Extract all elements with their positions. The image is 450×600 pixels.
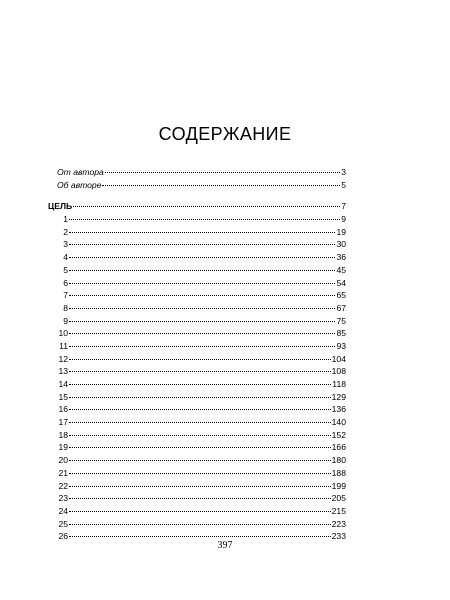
toc-entry-chapter[interactable] — [48, 238, 346, 251]
dot-leader — [69, 524, 331, 525]
dot-leader — [69, 409, 331, 410]
toc-entry-label: ЦЕЛЬ — [48, 201, 73, 212]
toc-page-number: 223 — [331, 518, 346, 529]
dot-leader — [69, 244, 335, 245]
toc-page-number: 180 — [331, 455, 346, 466]
toc-entry-chapter[interactable] — [48, 403, 346, 416]
toc-entry-label: 5 — [63, 264, 68, 275]
toc-entry-chapter[interactable] — [48, 315, 346, 328]
toc-entry-chapter[interactable] — [48, 251, 346, 264]
toc-entry-label: 9 — [63, 315, 68, 326]
toc-page-number: 45 — [336, 264, 346, 275]
toc-entry-from-author[interactable] — [48, 166, 346, 179]
toc-page-number: 9 — [341, 214, 346, 225]
toc-page-number: 54 — [336, 277, 346, 288]
dot-leader — [69, 270, 335, 271]
toc-entry-chapter[interactable] — [48, 213, 346, 226]
toc-page-number: 3 — [341, 167, 346, 177]
toc-entry-chapter[interactable] — [48, 353, 346, 366]
toc-entry-chapter[interactable] — [48, 505, 346, 518]
dot-leader — [69, 447, 331, 448]
toc-entry-label: 1 — [63, 214, 68, 225]
dot-leader — [69, 511, 331, 512]
toc-page-number: 188 — [331, 467, 346, 478]
toc-entry-chapter[interactable] — [48, 480, 346, 493]
dot-leader — [69, 308, 335, 309]
toc-entry-label: 18 — [58, 429, 68, 440]
chapter-list — [48, 213, 346, 543]
dot-leader — [69, 333, 335, 334]
dot-leader — [69, 295, 335, 296]
toc-entry-label: 4 — [63, 252, 68, 263]
toc-page-number: 215 — [331, 505, 346, 516]
dot-leader — [69, 283, 335, 284]
toc-entry-label: 13 — [58, 366, 68, 377]
toc-page-number: 166 — [331, 442, 346, 453]
toc-entry-chapter[interactable] — [48, 467, 346, 480]
toc-entry-label: 12 — [58, 353, 68, 364]
toc-entry-label: 6 — [63, 277, 68, 288]
toc-entry-label: 14 — [58, 379, 68, 389]
toc-entry-label: 25 — [58, 518, 68, 529]
dot-leader — [69, 397, 331, 398]
toc-entry-label: 16 — [58, 404, 68, 415]
toc-entry-chapter[interactable] — [48, 416, 346, 429]
dot-leader — [69, 473, 331, 474]
toc-entry-chapter[interactable] — [48, 492, 346, 505]
toc-page-number: 205 — [331, 493, 346, 504]
toc-entry-label: 22 — [58, 480, 68, 491]
toc-entry-label: 19 — [58, 442, 68, 453]
toc-page-number: 67 — [336, 302, 346, 313]
toc-page-number: 136 — [331, 404, 346, 415]
toc-entry-label: 15 — [58, 391, 68, 402]
toc-page-number: 75 — [336, 315, 346, 326]
toc-entry-label: 24 — [58, 505, 68, 516]
toc-page-number: 152 — [331, 429, 346, 440]
toc-part-goal[interactable] — [48, 200, 346, 213]
toc-page-number: 199 — [331, 480, 346, 491]
toc-page-number: 7 — [341, 201, 346, 212]
toc-page-number: 233 — [331, 531, 346, 542]
dot-leader — [69, 359, 331, 360]
toc-page-number: 36 — [336, 252, 346, 263]
toc-page-number: 85 — [336, 328, 346, 339]
toc-entry-label: 26 — [58, 531, 68, 542]
dot-leader — [69, 384, 331, 385]
page-title: СОДЕРЖАНИЕ — [158, 124, 292, 144]
toc-page-number: 30 — [336, 239, 346, 250]
dot-leader — [69, 422, 331, 423]
dot-leader — [69, 435, 331, 436]
toc-entry-label: 3 — [63, 239, 68, 250]
dot-leader — [69, 498, 331, 499]
toc-page-number: 104 — [331, 353, 346, 364]
toc-entry-chapter[interactable] — [48, 518, 346, 531]
toc-entry-label: 23 — [58, 493, 68, 504]
toc-entry-label: 10 — [58, 328, 68, 339]
dot-leader — [69, 321, 335, 322]
toc-entry-label: 17 — [58, 417, 68, 428]
toc-entry-chapter[interactable] — [48, 378, 346, 391]
toc-entry-chapter[interactable] — [48, 289, 346, 302]
dot-leader — [69, 486, 331, 487]
dot-leader — [69, 536, 331, 537]
toc-entry-chapter[interactable] — [48, 340, 346, 353]
dot-leader — [69, 219, 340, 220]
toc-entry-chapter[interactable] — [48, 226, 346, 239]
toc-entry-chapter[interactable] — [48, 302, 346, 315]
toc-entry-about-author[interactable] — [48, 179, 346, 192]
page-number: 397 — [217, 540, 233, 551]
toc-entry-label: 20 — [58, 455, 68, 466]
dot-leader — [69, 257, 335, 258]
toc-entry-chapter[interactable] — [48, 391, 346, 404]
dot-leader — [73, 206, 340, 207]
toc-entry-chapter[interactable] — [48, 429, 346, 442]
dot-leader — [102, 185, 340, 186]
toc-entry-chapter[interactable] — [48, 365, 346, 378]
toc-page-number: 108 — [331, 366, 346, 377]
toc-entry-label: 21 — [58, 467, 68, 478]
toc-entry-chapter[interactable] — [48, 277, 346, 290]
dot-leader — [69, 460, 331, 461]
toc-page-number: 65 — [336, 290, 346, 301]
toc-entry-chapter[interactable] — [48, 327, 346, 340]
dot-leader — [69, 232, 335, 233]
toc-entry-label: 7 — [63, 290, 68, 301]
toc-page-number: 5 — [341, 179, 346, 190]
toc-entry-chapter[interactable] — [48, 264, 346, 277]
toc-page-number: 118 — [332, 379, 346, 389]
toc-page-number: 140 — [331, 417, 346, 428]
toc-page-number: 129 — [331, 391, 346, 402]
dot-leader — [105, 172, 340, 173]
toc-page-number: 19 — [336, 226, 346, 237]
toc-entry-chapter[interactable] — [48, 441, 346, 454]
toc-entry-label: 11 — [59, 340, 68, 351]
toc-page-number: 93 — [336, 340, 346, 351]
dot-leader — [69, 346, 335, 347]
toc-entry-chapter[interactable] — [48, 454, 346, 467]
toc-entry-label: От автора — [57, 167, 104, 177]
dot-leader — [69, 371, 331, 372]
toc-entry-label: 2 — [63, 226, 68, 237]
toc-entry-label: Об авторе — [57, 179, 102, 190]
toc-entry-label: 8 — [63, 302, 68, 313]
table-of-contents — [48, 166, 346, 543]
